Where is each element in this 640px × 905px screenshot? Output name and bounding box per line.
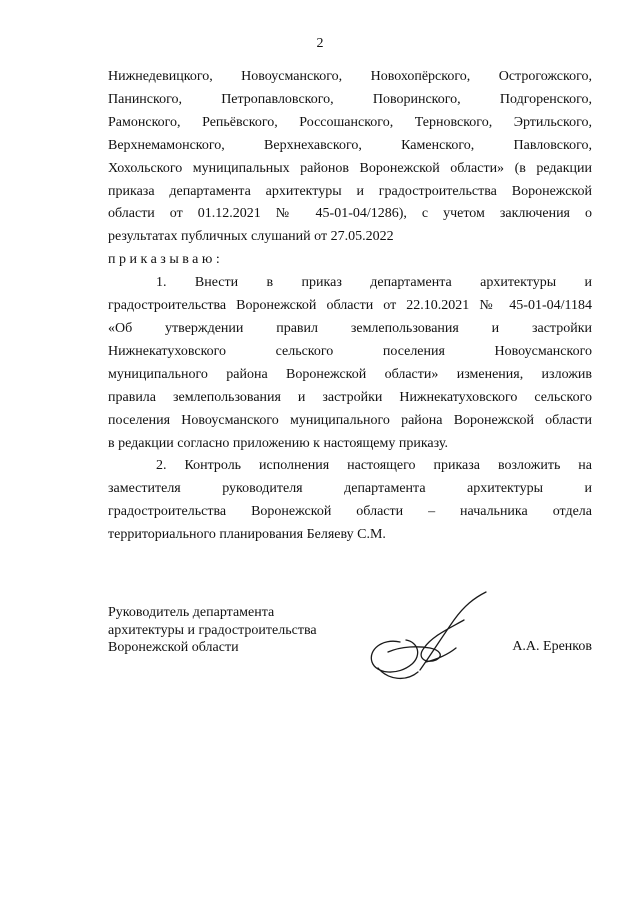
signer-name: А.А. Еренков <box>512 639 592 654</box>
position-line: Воронежской области <box>108 640 239 655</box>
document-body <box>108 66 592 547</box>
signatory-position <box>108 604 317 657</box>
item1-line: муниципального района Воронежской области» изменения, изложив <box>108 366 592 382</box>
body-line: Панинского, Петропавловского, Поворинского, Подгоренского, <box>108 91 592 107</box>
order-word: приказываю: <box>108 252 224 268</box>
body-line: Верхнемамонского, Верхнехавского, Каменского, Павловского, <box>108 137 592 153</box>
item1-line: в редакции согласно приложению к настоящему приказу. <box>108 435 448 451</box>
item1-line: правила землепользования и застройки Нижнекатуховского сельского <box>108 389 592 405</box>
body-line: области от 01.12.2021 № 45-01-04/1286), с учетом заключения о <box>108 206 592 222</box>
handwritten-signature <box>360 590 490 690</box>
position-line: Руководитель департамента <box>108 605 275 620</box>
body-line: Нижнедевицкого, Новоусманского, Новохопёрского, Острогожского, <box>108 69 592 84</box>
item2-line: 2. Контроль исполнения настоящего приказа возложить на <box>156 458 592 474</box>
item1-line: 1. Внести в приказ департамента архитектуры и <box>156 275 592 291</box>
page-number: 2 <box>316 36 324 51</box>
item2-line: градостроительства Воронежской области – начальника отдела <box>108 504 592 520</box>
item1-line: Нижнекатуховского сельского поселения Новоусманского <box>108 343 592 359</box>
item1-line: «Об утверждении правил землепользования и застройки <box>108 320 592 336</box>
body-line: Хохольского муниципальных районов Воронежской области» (в редакции <box>108 160 592 176</box>
item2-line: территориального планирования Беляеву С.М. <box>108 527 386 543</box>
body-line: результатах публичных слушаний от 27.05.2022 <box>108 229 394 245</box>
position-line: архитектуры и градостроительства <box>108 622 317 638</box>
body-line: Рамонского, Репьёвского, Россошанского, Терновского, Эртильского, <box>108 114 592 130</box>
item1-line: поселения Новоусманского муниципального района Воронежской области <box>108 412 592 428</box>
body-line: приказа департамента архитектуры и градостроительства Воронежской <box>108 183 592 199</box>
item1-line: градостроительства Воронежской области от 22.10.2021 № 45-01-04/1184 <box>108 298 592 314</box>
item2-line: заместителя руководителя департамента архитектуры и <box>108 481 592 497</box>
